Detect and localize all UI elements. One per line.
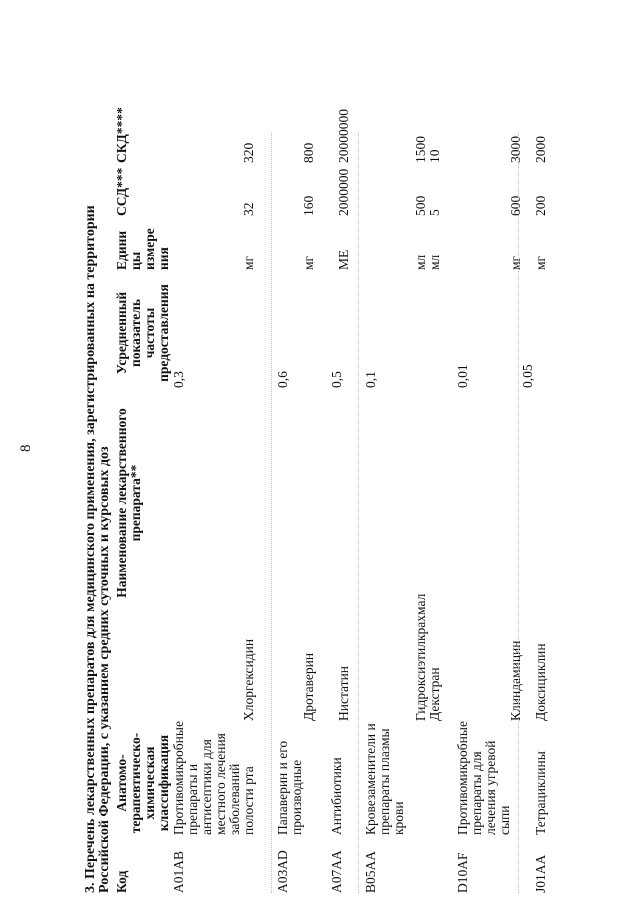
row-a01ab-ssd: 32 <box>241 202 256 216</box>
row-b05aa-atc-3: крови <box>391 801 406 835</box>
header-skd: СКД**** <box>114 107 129 163</box>
row-a03ad-atc-1: Папаверин и его <box>275 740 290 835</box>
row-d10af-atc-3: лечения угревой <box>483 740 498 835</box>
row-j01aa-unit: мг <box>533 255 548 270</box>
row-b05aa-skd-2: 10 <box>427 149 442 163</box>
header-unit-3: измере <box>142 228 157 270</box>
row-j01aa-ssd: 200 <box>533 195 548 216</box>
row-b05aa-unit-1: мл <box>413 254 428 270</box>
header-freq-3: частоты <box>142 307 157 359</box>
header-name-2: препарата** <box>128 464 143 542</box>
row-j01aa-skd: 2000 <box>533 136 548 163</box>
row-b05aa-atc-2: препараты плазмы <box>377 728 392 835</box>
row-b05aa-unit-2: мл <box>427 254 442 270</box>
row-d10af-skd: 3000 <box>508 136 523 163</box>
row-a01ab-atc-4: местного лечения <box>213 733 228 835</box>
row-b05aa-code: B05AA <box>363 850 378 893</box>
header-atc-2: терапевтическо- <box>128 732 143 834</box>
header-unit-1: Едини <box>114 230 129 270</box>
row-a03ad-skd: 800 <box>301 142 316 163</box>
header-freq-2: показатель <box>128 299 143 368</box>
row-a03ad-freq: 0,6 <box>275 371 290 388</box>
row-d10af-ssd: 600 <box>508 195 523 216</box>
row-d10af-atc-2: препараты для <box>469 751 484 835</box>
row-a07aa-ssd: 2000000 <box>336 168 351 216</box>
row-b05aa-freq: 0,1 <box>363 371 378 388</box>
header-atc-1: Анатомо- <box>114 754 129 812</box>
page-number: 8 <box>18 444 34 452</box>
row-a01ab-unit: мг <box>241 255 256 270</box>
row-a07aa-unit: МЕ <box>336 249 351 270</box>
header-freq-4: предоставления <box>156 284 171 382</box>
row-b05aa-drug-name-1: Гидроксиэтилкрахмал <box>413 593 428 721</box>
row-separator <box>358 133 359 893</box>
row-a07aa-code: A07AA <box>329 850 344 893</box>
row-a01ab-drug-name: Хлоргексидин <box>241 638 256 721</box>
row-j01aa-atc-1: Тетрациклины <box>533 751 548 835</box>
row-b05aa-drug-name-2: Декстран <box>427 667 442 721</box>
row-b05aa-skd-1: 1500 <box>413 136 428 163</box>
row-a01ab-atc-1: Противомикробные <box>171 721 186 835</box>
row-a03ad-drug-name: Дротаверин <box>301 652 316 721</box>
row-a03ad-ssd: 160 <box>301 195 316 216</box>
row-a07aa-freq: 0,5 <box>329 371 344 388</box>
header-atc-3: химическая <box>142 746 157 820</box>
row-a07aa-drug-name: Нистатин <box>336 665 351 721</box>
row-d10af-code: D10AF <box>455 852 470 893</box>
row-d10af-freq: 0,01 <box>455 364 470 388</box>
row-j01aa-drug-name: Доксициклин <box>533 643 548 721</box>
row-j01aa-freq: 0,05 <box>520 364 535 388</box>
header-name-1: Наименование лекарственного <box>114 408 129 598</box>
row-d10af-unit: мг <box>508 255 523 270</box>
row-a01ab-atc-3: антисептики для <box>199 739 214 835</box>
section-title-line-2: Российской Федерации, с указанием средних суточных и курсовых доз <box>97 446 112 893</box>
header-code: Код <box>114 870 129 893</box>
row-a01ab-skd: 320 <box>241 142 256 163</box>
row-separator <box>518 133 519 893</box>
row-a03ad-code: A03AD <box>275 850 290 893</box>
row-j01aa-code: J01AA <box>533 854 548 893</box>
row-a01ab-code: A01AB <box>171 850 186 893</box>
row-a03ad-unit: мг <box>301 255 316 270</box>
row-a01ab-atc-5: заболеваний <box>227 763 242 835</box>
row-a01ab-freq: 0,3 <box>171 371 186 388</box>
row-b05aa-ssd-1: 500 <box>413 195 428 216</box>
header-unit-4: ния <box>156 247 171 270</box>
header-ssd: ССД*** <box>114 167 129 216</box>
row-b05aa-atc-1: Кровезаменители и <box>363 723 378 835</box>
row-a03ad-atc-2: производные <box>289 759 304 835</box>
row-a07aa-skd: 20000000 <box>336 109 351 163</box>
header-freq-1: Усредненный <box>114 291 129 375</box>
row-d10af-atc-1: Противомикробные <box>455 721 470 835</box>
row-d10af-atc-4: сыпи <box>497 805 512 835</box>
row-a01ab-atc-6: полости рта <box>241 766 256 835</box>
header-unit-2: цы <box>128 251 143 270</box>
row-b05aa-ssd-2: 5 <box>427 209 442 216</box>
row-separator <box>271 133 272 893</box>
row-a07aa-atc-1: Антибиотики <box>329 757 344 835</box>
rotated-table-page <box>84 93 604 893</box>
header-atc-4: классификация <box>156 734 171 832</box>
row-a01ab-atc-2: препараты и <box>185 763 200 835</box>
section-title-line-1: 3. Перечень лекарственных препаратов для медицинского применения, зарегистрированных на территории <box>83 205 98 893</box>
row-d10af-drug-name: Клиндамицин <box>508 640 523 721</box>
